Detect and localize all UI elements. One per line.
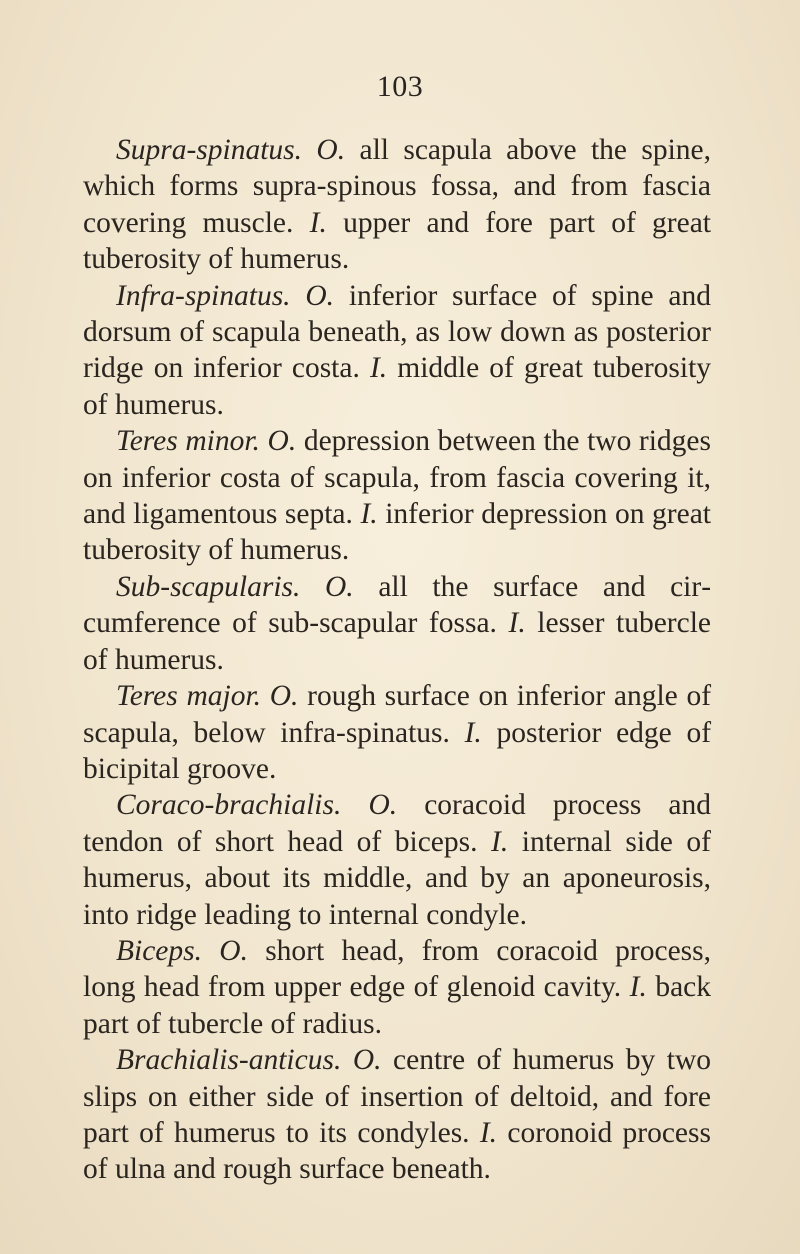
muscle-name: Infra-spinatus.	[116, 279, 291, 312]
insertion-text: internal side of humerus, about its middle, and by an aponeurosis, into ridge leading to internal condyle.	[83, 825, 711, 931]
muscle-name: Biceps.	[116, 934, 203, 967]
origin-marker: O.	[352, 1044, 382, 1077]
origin-text: centre of humerus by two slips on either side of insertion of deltoid, and fore part of humerus to its condyles.	[83, 1044, 712, 1149]
origin-text: coracoid process and tendon of short head of biceps.	[83, 789, 712, 858]
origin-text: all the surface and circumference of sub-scapular fossa.	[83, 570, 712, 640]
origin-marker: O.	[368, 789, 398, 822]
muscle-entry-teres-minor	[83, 423, 711, 569]
insertion-text: lesser tubercle of humerus.	[83, 607, 712, 676]
insertion-marker: I.	[479, 1116, 498, 1149]
muscle-entry-biceps	[83, 933, 711, 1042]
origin-text: inferior surface of spine and dorsum of scapula beneath, as low down as posterior ridge on inferior costa.	[83, 279, 711, 385]
muscle-name: Supra-spinatus.	[116, 134, 303, 166]
insertion-text: middle of great tuberosity of humerus.	[83, 352, 712, 421]
insertion-marker: I.	[508, 607, 526, 640]
muscle-name: Brachialis-anticus.	[116, 1044, 342, 1077]
insertion-marker: I.	[464, 716, 482, 749]
muscle-entry-supra-spinatus	[83, 132, 711, 278]
insertion-text: coronoid process of ulna and rough surface beneath.	[83, 1116, 711, 1186]
insertion-text: upper and fore part of great tuberosity of humerus.	[83, 206, 711, 276]
insertion-marker: I.	[369, 352, 388, 385]
insertion-text: posterior edge of bicipital groove.	[83, 716, 712, 785]
muscle-entries	[83, 132, 711, 1188]
muscle-name: Sub-scapularis.	[116, 570, 301, 603]
origin-marker: O.	[267, 425, 297, 458]
origin-text: short head, from coracoid process, long head from upper edge of glenoid cavity.	[83, 934, 711, 1004]
muscle-name: Teres major.	[116, 680, 262, 713]
origin-text: depression between the two ridges on inferior costa of scapula, from fascia covering it, and ligamentous septa.	[83, 425, 712, 531]
page-number: 103	[376, 70, 424, 103]
insertion-marker: I.	[360, 498, 378, 531]
origin-marker: O.	[316, 134, 346, 166]
muscle-entry-coraco-brachialis	[83, 787, 711, 933]
muscle-entry-brachialis-anticus	[83, 1042, 711, 1188]
origin-marker: O.	[219, 934, 248, 967]
origin-text: all scapula above the spine, which forms supra-spinous fossa, and from fascia covering muscle.	[83, 134, 712, 239]
origin-marker: O.	[305, 279, 335, 312]
insertion-marker: I.	[629, 971, 647, 1004]
origin-marker: O.	[269, 680, 299, 713]
insertion-text: inferior depression on great tuberosity of humerus.	[83, 498, 711, 567]
muscle-name: Teres minor.	[116, 425, 260, 458]
origin-marker: O.	[325, 570, 354, 603]
insertion-text: back part of tubercle of radius.	[83, 971, 712, 1040]
muscle-entry-teres-major	[83, 678, 711, 787]
muscle-entry-sub-scapularis	[83, 569, 711, 678]
insertion-marker: I.	[309, 206, 327, 239]
muscle-name: Coraco-brachialis.	[116, 789, 342, 822]
insertion-marker: I.	[491, 825, 509, 858]
muscle-entry-infra-spinatus	[83, 278, 711, 424]
origin-text: rough surface on inferior angle of scapula, below infra-spinatus.	[83, 680, 712, 749]
